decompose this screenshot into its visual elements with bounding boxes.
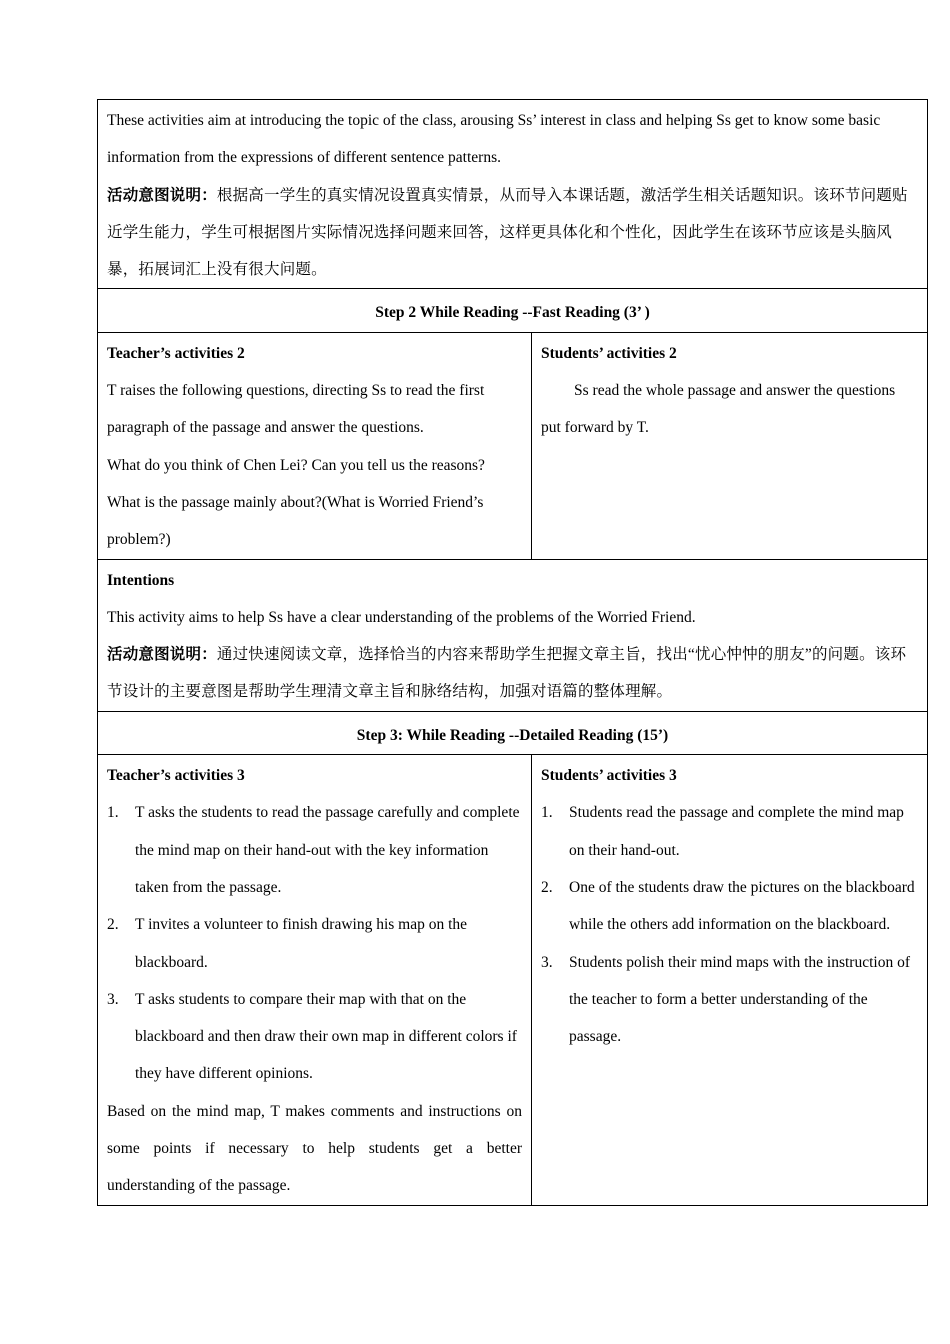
- lesson-plan-table: [97, 99, 928, 1206]
- list-item: [541, 869, 918, 944]
- list-item-number: 2.: [541, 878, 553, 896]
- step2-teacher-cell: [98, 332, 532, 559]
- step3-students-list: [541, 794, 918, 1055]
- step3-activities-row: [98, 755, 928, 1206]
- intro-text-cn: [107, 177, 918, 289]
- step2-teacher-p3: What is the passage mainly about?(What is Worried Friend’s problem?): [107, 493, 484, 549]
- list-item-number: 3.: [107, 990, 119, 1008]
- step2-intentions-row: [98, 559, 928, 711]
- list-item-text: Students read the passage and complete the mind map on their hand-out.: [569, 804, 904, 859]
- step3-teacher-cell: [98, 755, 532, 1206]
- intentions-text-en: This activity aims to help Ss have a clear understanding of the problems of the Worried Friend.: [107, 608, 696, 626]
- step2-students-p1: Ss read the whole passage and answer the questions put forward by T.: [541, 382, 896, 437]
- list-item-text: One of the students draw the pictures on the blackboard while the others add information on the blackboard.: [569, 878, 915, 934]
- intro-cell: [98, 100, 928, 289]
- step3-title: Step 3: While Reading --Detailed Reading (15’): [98, 711, 928, 754]
- intro-cn-body: 根据高一学生的真实情况设置真实情景，从而导入本课话题，激活学生相关话题知识。该环节问题贴近学生能力，学生可根据图片实际情况选择问题来回答，这样更具体化和个性化，因此学生在该环节应该是头脑风暴，拓展词汇上没有很大问题。: [107, 186, 908, 279]
- step3-teacher-heading: Teacher’s activities 3: [107, 767, 245, 785]
- step3-teacher-list: [107, 794, 522, 1092]
- step2-title: Step 2 While Reading --Fast Reading (3’ ): [98, 289, 928, 332]
- step3-students-cell: [532, 755, 928, 1206]
- intro-text-en: These activities aim at introducing the topic of the class, arousing Ss’ interest in class and helping Ss get to know some basic information from the expressions of different sentence patterns.: [107, 112, 881, 167]
- intro-cn-label: 活动意图说明：: [107, 186, 217, 204]
- list-item: [107, 981, 522, 1093]
- step2-students-cell: [532, 332, 928, 559]
- step3-teacher-closing: Based on the mind map, T makes comments and instructions on some points if necessary to help students get a better understanding of the passage.: [107, 1102, 522, 1195]
- list-item-text: Students polish their mind maps with the instruction of the teacher to form a better understanding of the passage.: [569, 953, 910, 1046]
- intro-row: [98, 100, 928, 289]
- list-item: [107, 906, 522, 981]
- step2-students-heading: Students’ activities 2: [541, 344, 677, 362]
- list-item-text: T asks students to compare their map with that on the blackboard and then draw their own map in different colors if they have different opinions.: [135, 990, 517, 1083]
- intentions-cn-label: 活动意图说明：: [107, 646, 217, 664]
- step2-title-row: [98, 289, 928, 332]
- intentions-text-cn: [107, 636, 918, 711]
- list-item-text: T asks the students to read the passage carefully and complete the mind map on their hand-out with the key information taken from the passage.: [135, 804, 520, 896]
- list-item: [107, 794, 522, 906]
- intentions-heading: Intentions: [107, 571, 175, 589]
- list-item-number: 1.: [541, 804, 553, 822]
- step2-intentions-cell: [98, 559, 928, 711]
- list-item-number: 3.: [541, 953, 553, 971]
- step2-teacher-p1: T raises the following questions, directing Ss to read the first paragraph of the passage and answer the questions.: [107, 382, 485, 437]
- step3-students-heading: Students’ activities 3: [541, 767, 677, 785]
- list-item-number: 1.: [107, 804, 119, 822]
- list-item-text: T invites a volunteer to finish drawing his map on the blackboard.: [135, 916, 468, 971]
- list-item: [541, 944, 918, 1056]
- step2-teacher-p2: What do you think of Chen Lei? Can you tell us the reasons?: [107, 456, 485, 474]
- list-item: [541, 794, 918, 869]
- list-item-number: 2.: [107, 916, 119, 934]
- step3-title-row: [98, 711, 928, 754]
- step2-activities-row: [98, 332, 928, 559]
- intentions-cn-body: 通过快速阅读文章，选择恰当的内容来帮助学生把握文章主旨，找出“忧心忡忡的朋友”的问题。该环节设计的主要意图是帮助学生理清文章主旨和脉络结构，加强对语篇的整体理解。: [107, 646, 907, 701]
- step2-teacher-heading: Teacher’s activities 2: [107, 344, 245, 362]
